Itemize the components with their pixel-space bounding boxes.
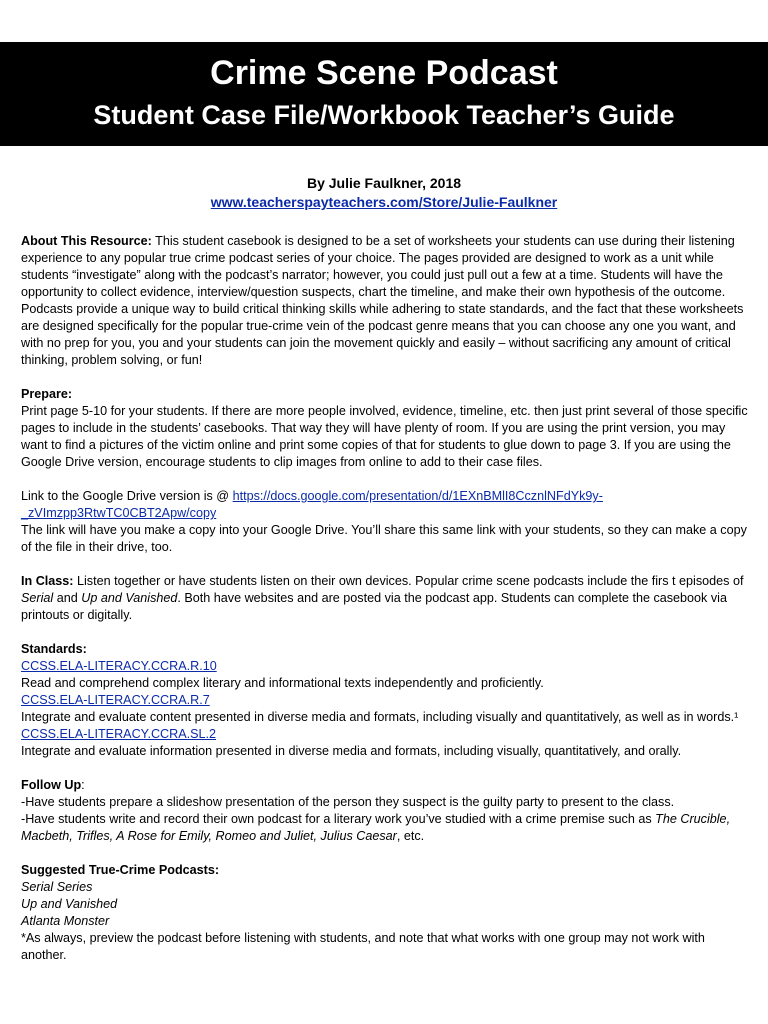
drive-note: The link will have you make a copy into your Google Drive. You’ll share this same link with your students, so they can make a copy of the file in their drive, too. xyxy=(21,523,747,554)
podcast-item: Serial Series xyxy=(21,880,93,894)
standard-desc: Read and comprehend complex literary and informational texts independently and proficiently. xyxy=(21,676,544,690)
serial-title: Serial xyxy=(21,591,54,605)
drive-link[interactable]: https://docs.google.com/presentation/d/1EXnBMlI8CcznlNFdYk9y-_zVImzpp3RtwTC0CBT2Apw/copy xyxy=(21,489,603,520)
store-link[interactable]: www.teacherspayteachers.com/Store/Julie-Faulkner xyxy=(210,194,558,210)
drive-link-line xyxy=(21,488,751,522)
standard-desc: Integrate and evaluate content presented in diverse media and formats, including visually and quantitatively, as well as in words.¹ xyxy=(21,710,739,724)
author-byline: By Julie Faulkner, 2018 xyxy=(306,175,462,191)
prepare-text: Print page 5-10 for your students. If there are more people involved, evidence, timeline, etc. then just print several of those specific pages to include in the students’ casebooks. That way they will have plenty of room. If you are using the print version, you may want to find a pictures of the victim online and print some copies of that for students to glue down to page 3. If you are using the Google Drive version, encourage students to clip images from online to add to their case files. xyxy=(21,404,748,469)
prepare-heading: Prepare: xyxy=(21,387,73,401)
document-body xyxy=(21,233,751,964)
standard-code xyxy=(21,726,751,743)
follow-up-item: -Have students write and record their own podcast for a literary work you’ve studied with a crime premise such as The Crucible, Macbeth, Trifles, A Rose for Emily, Romeo and Juliet, Julius Caesar, etc. xyxy=(21,812,731,843)
about-text: This student casebook is designed to be a set of worksheets your students can use during their listening experience to any popular true crime podcast series of your choice. The pages provided are designed to work as a unit while students “investigate” along with the podcast’s narrator; however, you could just pull out a few at a time. Students will have the opportunity to collect evidence, interview/question suspects, chart the timeline, and make their own hypothesis of the outcome. Podcasts provide a unique way to build critical thinking skills while adhering to state standards, and the fact that these worksheets are designed specifically for the popular true-crime vein of the podcast genre means that you can choose any one you want, and with no prep for you, you and your students can join the movement quickly and easily – without sacrificing any amount of critical thinking, problem solving, or fun! xyxy=(21,234,744,367)
about-label: About This Resource: xyxy=(21,234,152,248)
in-class-label: In Class: xyxy=(21,574,74,588)
suggested-heading: Suggested True-Crime Podcasts: xyxy=(21,863,220,877)
page-title: Crime Scene Podcast xyxy=(210,54,558,92)
about-section xyxy=(21,233,751,369)
up-vanished-title: Up and Vanished xyxy=(81,591,178,605)
standard-code xyxy=(21,692,751,709)
podcast-item: Up and Vanished xyxy=(21,897,118,911)
follow-up-item: -Have students prepare a slideshow presentation of the person they suspect is the guilty party to present to the class. xyxy=(21,795,675,809)
in-class-section: In Class: Listen together or have students listen on their own devices. Popular crime scene podcasts include the firs t episodes of Serial and Up and Vanished. Both have websites and are posted via the podcast app. Students can complete the casebook via printouts or digitally. xyxy=(21,574,744,622)
follow-up-heading: Follow Up: xyxy=(21,778,85,792)
podcast-item: Atlanta Monster xyxy=(21,914,110,928)
literary-works: The Crucible, Macbeth, Trifles, A Rose for Emily, Romeo and Juliet, Julius Caesar xyxy=(21,812,731,843)
page-subtitle: Student Case File/Workbook Teacher’s Guide xyxy=(93,100,675,130)
drive-intro: Link to the Google Drive version is @ xyxy=(21,489,233,503)
preview-note: *As always, preview the podcast before listening with students, and note that what works with one group may not work with another. xyxy=(21,931,705,962)
standards-heading: Standards: xyxy=(21,642,87,656)
standard-link[interactable]: CCSS.ELA-LITERACY.CCRA.SL.2 xyxy=(21,727,217,741)
standard-link[interactable]: CCSS.ELA-LITERACY.CCRA.R.10 xyxy=(21,659,217,673)
standard-desc: Integrate and evaluate information presented in diverse media and formats, including visually, quantitatively, and orally. xyxy=(21,744,682,758)
standard-code xyxy=(21,658,751,675)
standard-link[interactable]: CCSS.ELA-LITERACY.CCRA.R.7 xyxy=(21,693,210,707)
title-banner xyxy=(0,42,768,146)
